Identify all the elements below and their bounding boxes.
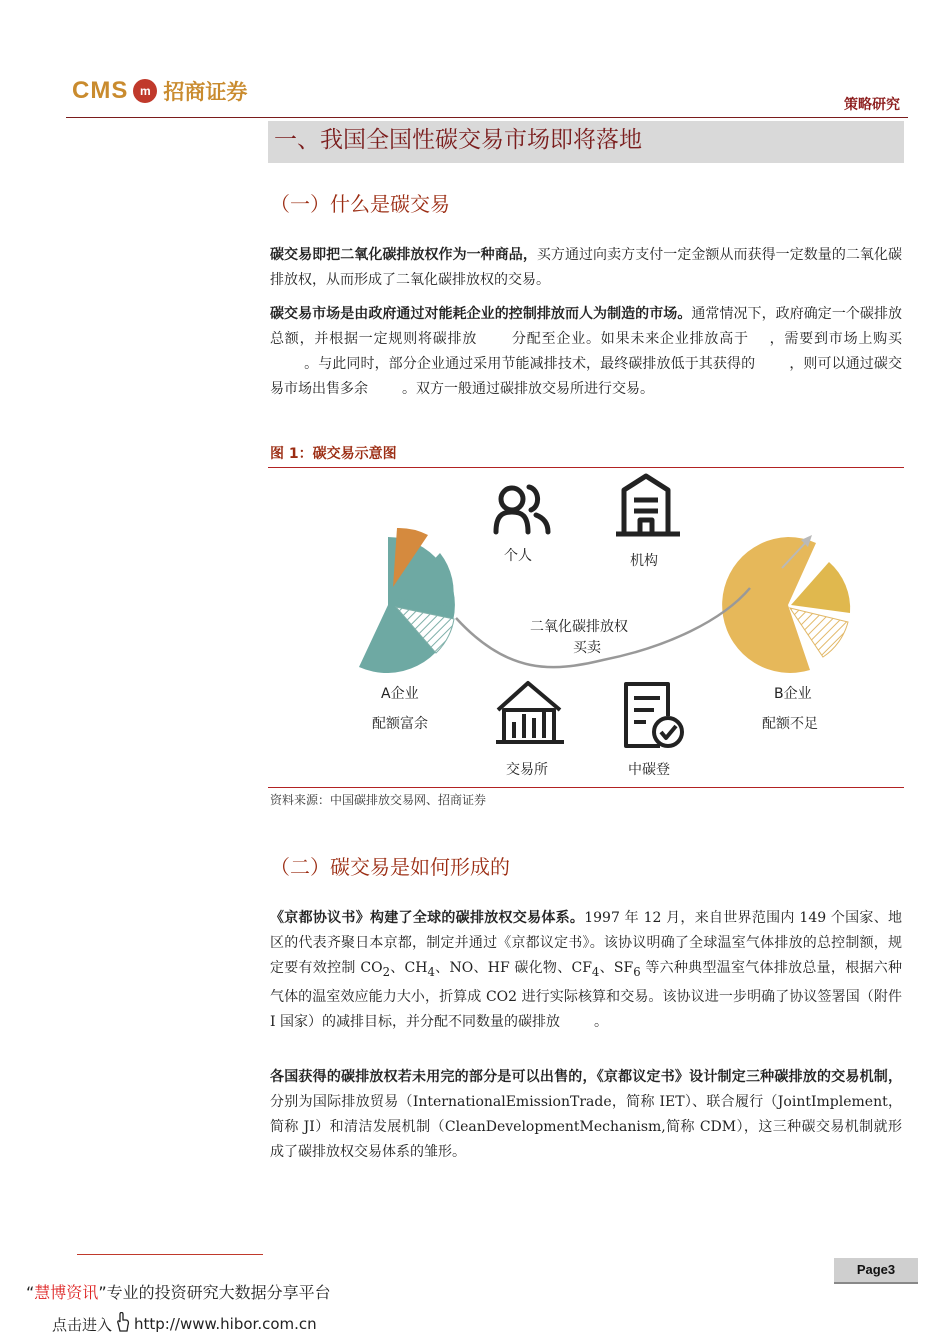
logo-badge-icon: m — [133, 79, 157, 103]
paragraph-kyoto-d: 、SF — [599, 960, 634, 976]
header-divider — [66, 117, 908, 118]
label-trade-line2: 买卖 — [573, 640, 601, 656]
registry-document-icon — [626, 684, 682, 746]
label-exchange: 交易所 — [506, 762, 548, 778]
wm-open-quote: “ — [26, 1283, 35, 1302]
paragraph-mechanisms-text: 分别为国际排放贸易（InternationalEmissionTrade，简称 IET）、联合履行（JointImplement，简称 JI）和清洁发展机制（CleanDevelopmentMechanism,简称 CDM），这三种碳交易机制就形成了碳排放权交易体系的雏形。 — [270, 1094, 902, 1160]
paragraph-market-e: ，则可以通过碳交易市场出售多余 — [270, 356, 902, 397]
logo-cn: 招商证券 — [163, 80, 248, 104]
subscript-6: 6 — [633, 964, 641, 979]
paragraph-market-c: ，需要到市场上购买 — [768, 331, 903, 347]
paragraph-kyoto-c: 、NO、HF 碳化物、CF — [434, 960, 592, 976]
paragraph-market-bold: 碳交易市场是由政府通过对能耗企业的控制排放而人为制造的市场。 — [270, 306, 692, 322]
paragraph-market — [270, 302, 902, 402]
people-icon — [496, 487, 548, 532]
paragraph-kyoto-bold: 《京都协议书》构建了全球的碳排放权交易体系。 — [270, 910, 585, 926]
watermark-rest: 专业的投资研究大数据分享平台 — [106, 1283, 331, 1302]
label-company-b-status: 配额不足 — [762, 716, 818, 732]
exchange-icon — [496, 683, 564, 742]
paragraph-mechanisms — [270, 1065, 902, 1165]
watermark-brand: 慧博资讯 — [34, 1283, 99, 1302]
logo-text: CMS — [72, 77, 129, 104]
paragraph-market-f: 。双方一般通过碳排放交易所进行交易。 — [402, 381, 654, 397]
label-institution: 机构 — [630, 553, 658, 569]
label-trade-line1: 二氧化碳排放权 — [530, 619, 628, 635]
paragraph-kyoto-end: 。 — [593, 1013, 608, 1030]
paragraph-kyoto-b: 、CH — [390, 960, 428, 976]
subsection-title-what: （一）什么是碳交易 — [270, 192, 450, 216]
carbon-trade-diagram — [268, 470, 904, 786]
building-icon — [616, 476, 680, 534]
wm-close-quote: ” — [98, 1283, 107, 1302]
paragraph-market-a: 通常情况下，政府确定一个碳排放总额，并根据一定规则将碳排放 — [270, 306, 903, 347]
watermark-tagline — [26, 1280, 331, 1303]
company-b-pie — [722, 537, 850, 673]
footer-rule — [77, 1254, 263, 1255]
page-number: Page3 — [834, 1258, 918, 1284]
subscript-4b: 4 — [591, 964, 600, 979]
figure-title: 图 1：碳交易示意图 — [270, 446, 397, 462]
company-a-pie — [359, 528, 455, 673]
paragraph-mechanisms-bold: 各国获得的碳排放权若未用完的部分是可以出售的，《京都议定书》设计制定三种碳排放的交易机制， — [270, 1069, 902, 1085]
paragraph-kyoto — [270, 906, 902, 1035]
paragraph-definition-text: 买方通过向卖方支付一定金额从而获得一定数量的二氧化碳排放权，从而形成了二氧化碳排放权的交易。 — [270, 247, 903, 288]
paragraph-definition-bold: 碳交易即把二氧化碳排放权作为一种商品， — [270, 247, 537, 263]
paragraph-definition — [270, 243, 902, 293]
department-label: 策略研究 — [844, 97, 900, 113]
paragraph-market-b: 分配至企业。如果未来企业排放高于 — [511, 331, 749, 347]
paragraph-kyoto-e: 等六种典型温室气体排放总量，根据六种气体的温室效应能力大小，折算成 CO2 进行实际核算和交易。该协议进一步明确了协议签署国（附件 I 国家）的减排目标，并分配不同数量的碳排放 — [270, 960, 903, 1030]
figure-top-rule — [268, 467, 904, 468]
subsection-title-how: （二）碳交易是如何形成的 — [270, 855, 510, 879]
section-title-bar — [268, 121, 904, 163]
watermark-link-row[interactable] — [52, 1312, 317, 1336]
label-individual: 个人 — [504, 548, 532, 564]
label-registry: 中碳登 — [628, 762, 670, 778]
label-company-a: A企业 — [381, 686, 419, 702]
watermark-click-label: 点击进入 — [52, 1315, 113, 1334]
section-title: 一、我国全国性碳交易市场即将落地 — [274, 127, 642, 153]
pointer-hand-icon — [115, 1312, 131, 1336]
paragraph-market-d: 。与此同时，部分企业通过采用节能减排技术，最终碳排放低于其获得的 — [304, 356, 756, 372]
figure-bottom-rule — [268, 787, 904, 788]
subscript-4: 4 — [427, 964, 435, 979]
subscript-2: 2 — [382, 964, 390, 979]
cms-logo — [72, 74, 247, 108]
watermark-url-link[interactable]: http://www.hibor.com.cn — [134, 1315, 317, 1333]
paragraph-kyoto-a: 1997 年 12 月，来自世界范围内 149 个国家、地区的代表齐聚日本京都，制定并通过《京都议定书》。该协议明确了全球温室气体排放的总控制额，规定要有效控制 CO — [270, 910, 902, 976]
label-company-b: B企业 — [774, 686, 812, 702]
label-company-a-status: 配额富余 — [372, 716, 428, 732]
figure-source: 资料来源：中国碳排放交易网、招商证券 — [270, 793, 487, 807]
